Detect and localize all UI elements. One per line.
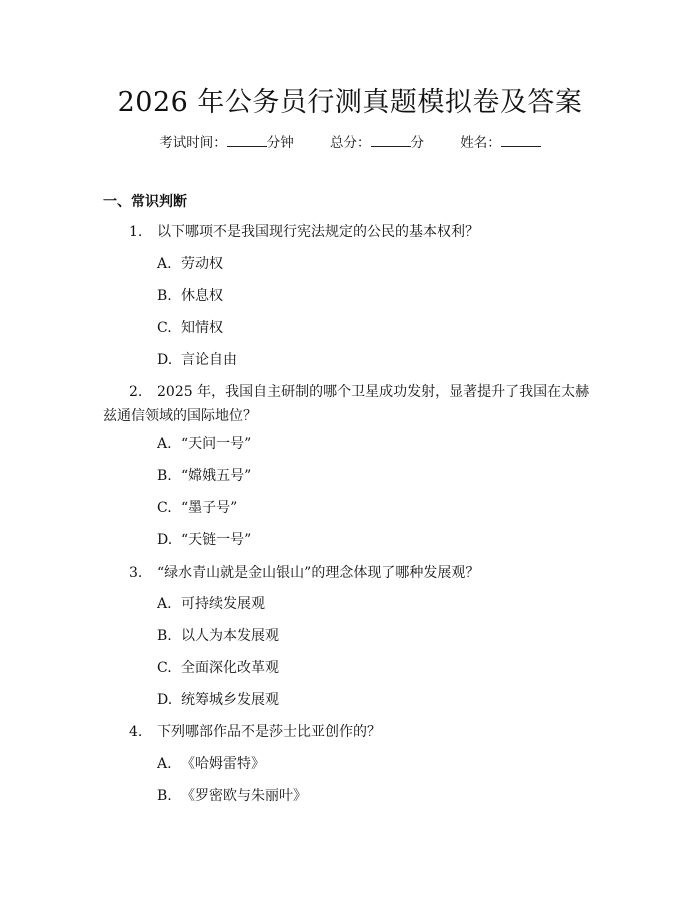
option-3a <box>157 594 265 614</box>
option-1c <box>157 318 223 338</box>
option-2a <box>157 434 251 454</box>
question-number: 2. <box>129 384 143 400</box>
option-text: 统筹城乡发展观 <box>181 692 279 708</box>
option-text: 《哈姆雷特》 <box>181 756 265 772</box>
question-number: 4. <box>129 724 143 740</box>
name-label: 姓名： <box>460 135 501 151</box>
option-2c <box>157 498 237 518</box>
option-3b <box>157 626 279 646</box>
option-4b <box>157 786 307 806</box>
option-1b <box>157 286 223 306</box>
option-3d <box>157 690 279 710</box>
total-score-field <box>330 131 424 151</box>
option-text: 劳动权 <box>181 256 223 272</box>
question-number: 3. <box>129 565 143 581</box>
question-text: “绿水青山就是金山银山”的理念体现了哪种发展观？ <box>157 565 480 581</box>
question-4 <box>103 720 598 744</box>
question-number: 1. <box>129 224 143 240</box>
total-score-unit: 分 <box>410 135 424 151</box>
option-text: “嫦娥五号” <box>181 468 252 484</box>
option-1d <box>157 350 237 370</box>
total-score-label: 总分： <box>330 135 371 151</box>
page-title: 2026 年公务员行测真题模拟卷及答案 <box>117 87 583 118</box>
question-1 <box>103 220 598 244</box>
option-text: 知情权 <box>181 320 223 336</box>
option-3c <box>157 658 279 678</box>
option-letter: A. <box>157 436 172 452</box>
exam-time-field <box>159 131 294 151</box>
option-text: 以人为本发展观 <box>181 628 279 644</box>
question-text: 下列哪部作品不是莎士比亚创作的？ <box>157 724 381 740</box>
option-text: 《罗密欧与朱丽叶》 <box>181 788 307 804</box>
question-text: 以下哪项不是我国现行宪法规定的公民的基本权利？ <box>157 224 479 240</box>
exam-time-unit: 分钟 <box>266 135 294 151</box>
name-field <box>460 131 541 151</box>
option-letter: B. <box>157 628 172 644</box>
option-text: “天问一号” <box>181 436 252 452</box>
total-score-blank <box>371 133 411 147</box>
section-heading: 一、常识判断 <box>103 194 187 210</box>
question-text: 2025 年，我国自主研制的哪个卫星成功发射，显著提升了我国在太赫兹通信领域的国际地位？ <box>103 384 590 424</box>
option-text: 休息权 <box>181 288 223 304</box>
option-1a <box>157 254 223 274</box>
option-letter: C. <box>157 660 172 676</box>
exam-time-label: 考试时间： <box>159 135 227 151</box>
option-4a <box>157 754 265 774</box>
option-letter: D. <box>157 532 173 548</box>
option-letter: D. <box>157 692 173 708</box>
question-3 <box>103 561 598 585</box>
option-letter: B. <box>157 468 172 484</box>
exam-time-blank <box>227 133 267 147</box>
exam-meta-line <box>0 131 700 151</box>
option-text: 全面深化改革观 <box>181 660 279 676</box>
option-2d <box>157 530 251 550</box>
option-letter: A. <box>157 596 172 612</box>
option-2b <box>157 466 251 486</box>
option-letter: B. <box>157 288 172 304</box>
option-letter: A. <box>157 256 172 272</box>
option-letter: D. <box>157 352 173 368</box>
option-text: “天链一号” <box>181 532 252 548</box>
option-letter: C. <box>157 500 172 516</box>
option-letter: A. <box>157 756 172 772</box>
option-letter: B. <box>157 788 172 804</box>
name-blank <box>501 133 541 147</box>
option-text: 言论自由 <box>181 352 237 368</box>
question-2 <box>103 380 598 428</box>
option-text: 可持续发展观 <box>181 596 265 612</box>
option-text: “墨子号” <box>181 500 238 516</box>
option-letter: C. <box>157 320 172 336</box>
